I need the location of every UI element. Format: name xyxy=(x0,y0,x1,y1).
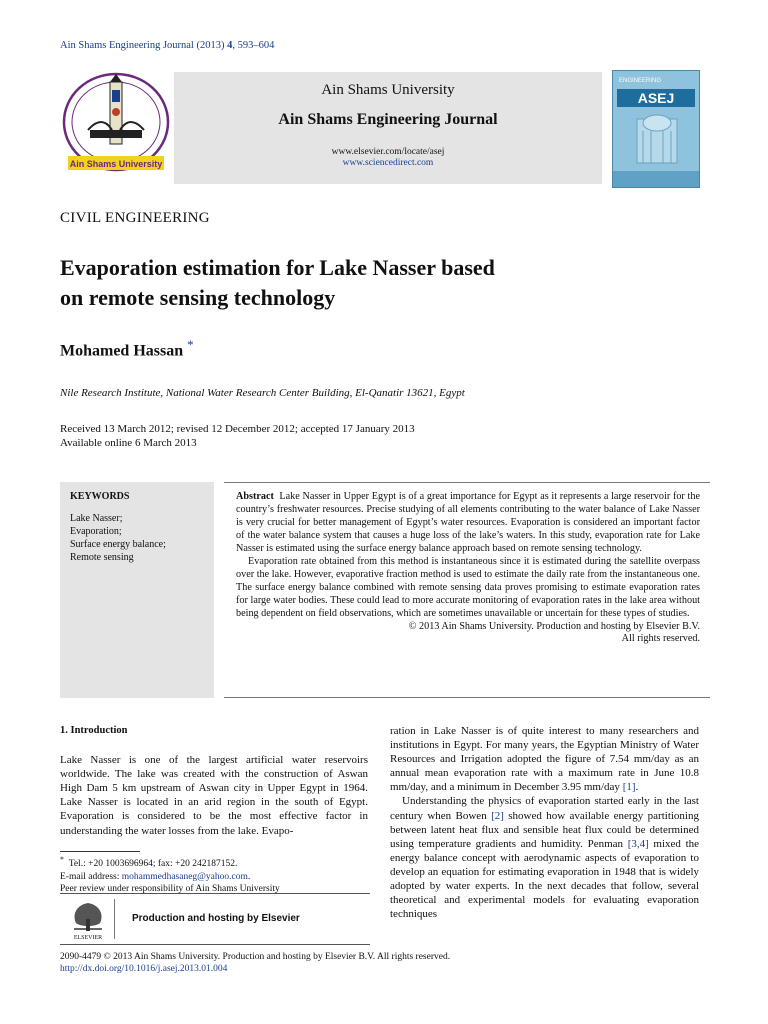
contact-footnote xyxy=(60,854,370,871)
citation-prefix: Ain Shams Engineering Journal (2013) xyxy=(60,40,228,51)
elsevier-logo-label: ELSEVIER xyxy=(73,935,103,941)
cover-title: ENGINEERING xyxy=(619,78,662,84)
abstract-label: Abstract xyxy=(236,491,274,502)
article-title xyxy=(60,253,620,313)
university-logo xyxy=(60,70,172,180)
citation-pages: , 593–604 xyxy=(232,40,275,51)
body-paragraph-1 xyxy=(390,724,699,794)
issn-line: 2090-4479 © 2013 Ain Shams University. Production and hosting by Elsevier B.V. All rights reserved. xyxy=(60,952,451,962)
body-text: . xyxy=(635,781,639,794)
body-text: ration in Lake Nasser is of quite interest to many researchers and institutions in Egypt. For many years, the Egyptian Ministry of Water Resources and Irrigation adopted the figure of 7.54 mm/day as an annual mean evaporation rate with a maximum rate in June 10.8 mm/day, and a minimum in December 3.95 mm/day xyxy=(390,725,699,794)
footnote-divider xyxy=(60,851,140,852)
elsevier-separator xyxy=(114,899,115,939)
keyword-item: Evaporation; xyxy=(70,526,122,537)
production-hosting-text: Production and hosting by Elsevier xyxy=(132,913,300,924)
abstract-text-1: Lake Nasser in Upper Egypt is of a great importance for Egypt as it represents a large reservoir for the country’s freshwater resources. Precise studying of all elements contributing to the water balance of Lake Nasser is very crucial for better management of Egypt’s water resources. Evaporation is considered an important factor of the water balance system that causes a huge loss of the lake’s waters. In this study, evaporation rate for Lake Nasser is estimated using the surface energy balance approach based on remote sensing technology. xyxy=(236,491,700,554)
sciencedirect-url[interactable]: www.sciencedirect.com xyxy=(342,158,434,168)
section-label: CIVIL ENGINEERING xyxy=(60,210,210,226)
abstract-rights: All rights reserved. xyxy=(621,633,700,645)
email-label: E-mail address: xyxy=(60,871,122,882)
journal-citation[interactable] xyxy=(60,40,274,51)
peer-review-note: Peer review under responsibility of Ain Shams University xyxy=(60,883,280,894)
body-column-right xyxy=(390,724,699,921)
article-dates xyxy=(60,423,415,450)
body-text: Understanding the physics of evaporation started early in the last century when Bowen xyxy=(390,795,699,822)
abstract-paragraph-1 xyxy=(236,491,700,556)
page-footer xyxy=(60,951,450,976)
elsevier-url[interactable]: www.elsevier.com/locate/asej xyxy=(331,147,445,157)
body-text: mixed the energy balance concept with aerodynamic aspects of evaporation to develop an equation for estimating evaporation in 1948 that is widely adopted by water experts. In the next decades that follow, several theoretical and experimental models for evaluating evaporation techniques xyxy=(390,837,700,921)
journal-name: Ain Shams Engineering Journal xyxy=(278,111,498,128)
email-footnote xyxy=(60,871,370,883)
author-text: Mohamed Hassan xyxy=(60,342,184,360)
online-date: Available online 6 March 2013 xyxy=(60,436,197,449)
tel-fax: Tel.: +20 1003696964; fax: +20 242187152. xyxy=(68,859,238,870)
abstract-copyright: © 2013 Ain Shams University. Production and hosting by Elsevier B.V. xyxy=(408,620,700,632)
reference-link[interactable]: [1] xyxy=(622,781,636,794)
title-line-2: on remote sensing technology xyxy=(60,285,336,310)
cover-abbr: ASEJ xyxy=(637,90,675,106)
author-affiliation: Nile Research Institute, National Water Research Center Building, El-Qanatir 13621, Egypt xyxy=(60,387,465,399)
keywords-box xyxy=(60,482,214,698)
reference-link[interactable]: [3,4] xyxy=(627,837,649,850)
body-column-left xyxy=(60,724,368,838)
keyword-item: Remote sensing xyxy=(70,552,134,563)
logo-text: Ain Shams University xyxy=(69,159,163,169)
introduction-heading: 1. Introduction xyxy=(60,725,128,736)
journal-masthead xyxy=(60,70,700,188)
doi-link[interactable]: http://dx.doi.org/10.1016/j.asej.2013.01.004 xyxy=(60,964,228,975)
keyword-item: Lake Nasser; xyxy=(70,513,123,524)
keyword-item: Surface energy balance; xyxy=(70,539,166,550)
abstract-paragraph-2: Evaporation rate obtained from this method is instantaneous since it is estimated during the satellite overpass over the lake. However, evaporative fraction method is used to estimate the daily rate from the instantaneous one. The surface energy balance combined with remote sensing data proves promising to estimate evaporation rates for large water bodies. These could lead to more accurate monitoring of evaporation rates in the lake area without being dependent on field observations, which are sometimes unavailable or uncertain for these types of studies. xyxy=(236,555,700,619)
journal-urls xyxy=(174,147,602,169)
footnote-mark: * xyxy=(60,855,64,864)
reference-link[interactable]: [2] xyxy=(491,809,504,822)
journal-cover xyxy=(612,70,700,188)
journal-banner xyxy=(174,72,602,184)
elsevier-logo xyxy=(66,897,110,941)
email-end: . xyxy=(247,871,251,882)
email-link[interactable]: mohammedhasaneg@yahoo.com xyxy=(121,871,248,882)
author-name xyxy=(60,337,194,360)
body-text: showed how available energy partitioning between latent heat flux and sensible heat flux could be determined using temperature gradients and humidity. Penman xyxy=(390,809,699,850)
title-line-1: Evaporation estimation for Lake Nasser based xyxy=(60,255,495,280)
author-footnote-mark[interactable]: * xyxy=(187,337,194,352)
keywords-heading: KEYWORDS xyxy=(70,491,130,502)
received-dates: Received 13 March 2012; revised 12 December 2012; accepted 17 January 2013 xyxy=(60,423,415,435)
abstract-box xyxy=(224,482,710,698)
introduction-paragraph: Lake Nasser is one of the largest artificial water reservoirs worldwide. The lake was created with the construction of Aswan High Dam 5 km upstream of Aswan city in Upper Egypt in 1964. Lake Nasser is located in an arid region in the south of Egypt. Evaporation is considered to be the most effective factor in understanding the water losses from the lake. Evapo- xyxy=(60,754,368,837)
footnotes xyxy=(60,854,370,895)
elsevier-box xyxy=(60,893,370,945)
body-paragraph-2 xyxy=(390,794,699,921)
university-name: Ain Shams University xyxy=(321,82,455,98)
citation-volume: 4 xyxy=(227,40,233,51)
